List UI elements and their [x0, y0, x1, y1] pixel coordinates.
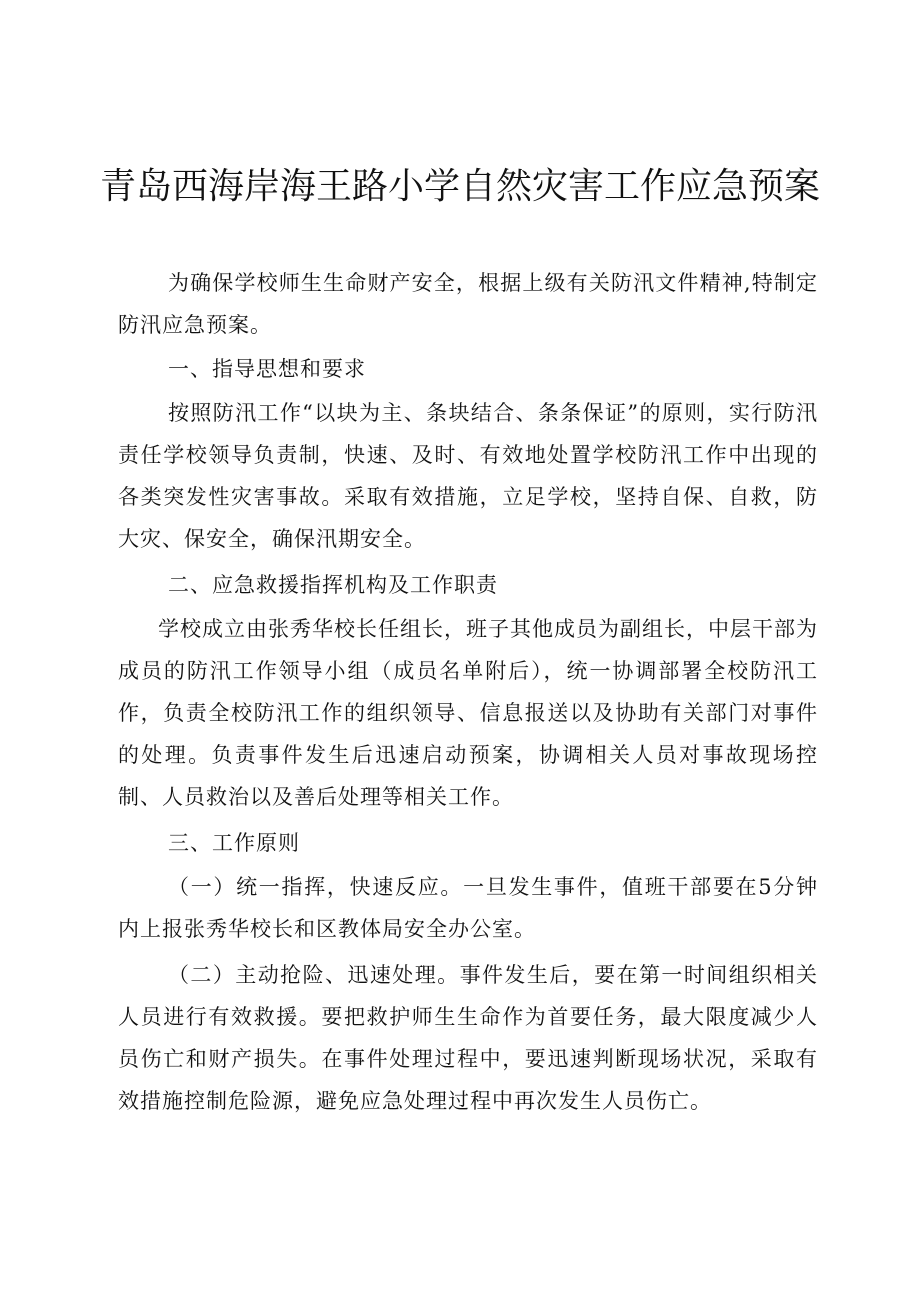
section-paragraph: （二）主动抢险、迅速处理。事件发生后，要在第一时间组织相关人员进行有效救援。要把救护师生生命作为首要任务，最大限度减少人员伤亡和财产损失。在事件处理过程中，要迅速判断现场状况，采取有效措施控制危险源，避免应急处理过程中再次发生人员伤亡。 — [118, 963, 818, 1113]
section-paragraph: 学校成立由张秀华校长任组长，班子其他成员为副组长，中层干部为成员的防汛工作领导小组（成员名单附后），统一协调部署全校防汛工作，负责全校防汛工作的组织领导、信息报送以及协助有关部门对事件的处理。负责事件发生后迅速启动预案，协调相关人员对事故现场控制、人员救治以及善后处理等相关工作。 — [118, 617, 818, 809]
intro-paragraph: 为确保学校师生生命财产安全，根据上级有关防汛文件精神,特制定防汛应急预案。 — [118, 271, 818, 337]
section-heading-command-structure: 二、应急救援指挥机构及工作职责 — [168, 573, 498, 597]
document-title: 青岛西海岸海王路小学自然灾害工作应急预案 — [99, 166, 820, 207]
section-heading-work-principles: 三、工作原则 — [168, 831, 300, 855]
section-paragraph: 按照防汛工作“以块为主、条块结合、条条保证”的原则，实行防汛责任学校领导负责制，快速、及时、有效地处置学校防汛工作中出现的各类突发性灾害事故。采取有效措施，立足学校，坚持自保、自救，防大灾、保安全，确保汛期安全。 — [118, 401, 818, 551]
document-body — [118, 262, 818, 1122]
section-heading-guiding-principles: 一、指导思想和要求 — [168, 357, 366, 381]
section-paragraph: （一）统一指挥，快速反应。一旦发生事件，值班干部要在5分钟内上报张秀华校长和区教体局安全办公室。 — [118, 875, 818, 941]
